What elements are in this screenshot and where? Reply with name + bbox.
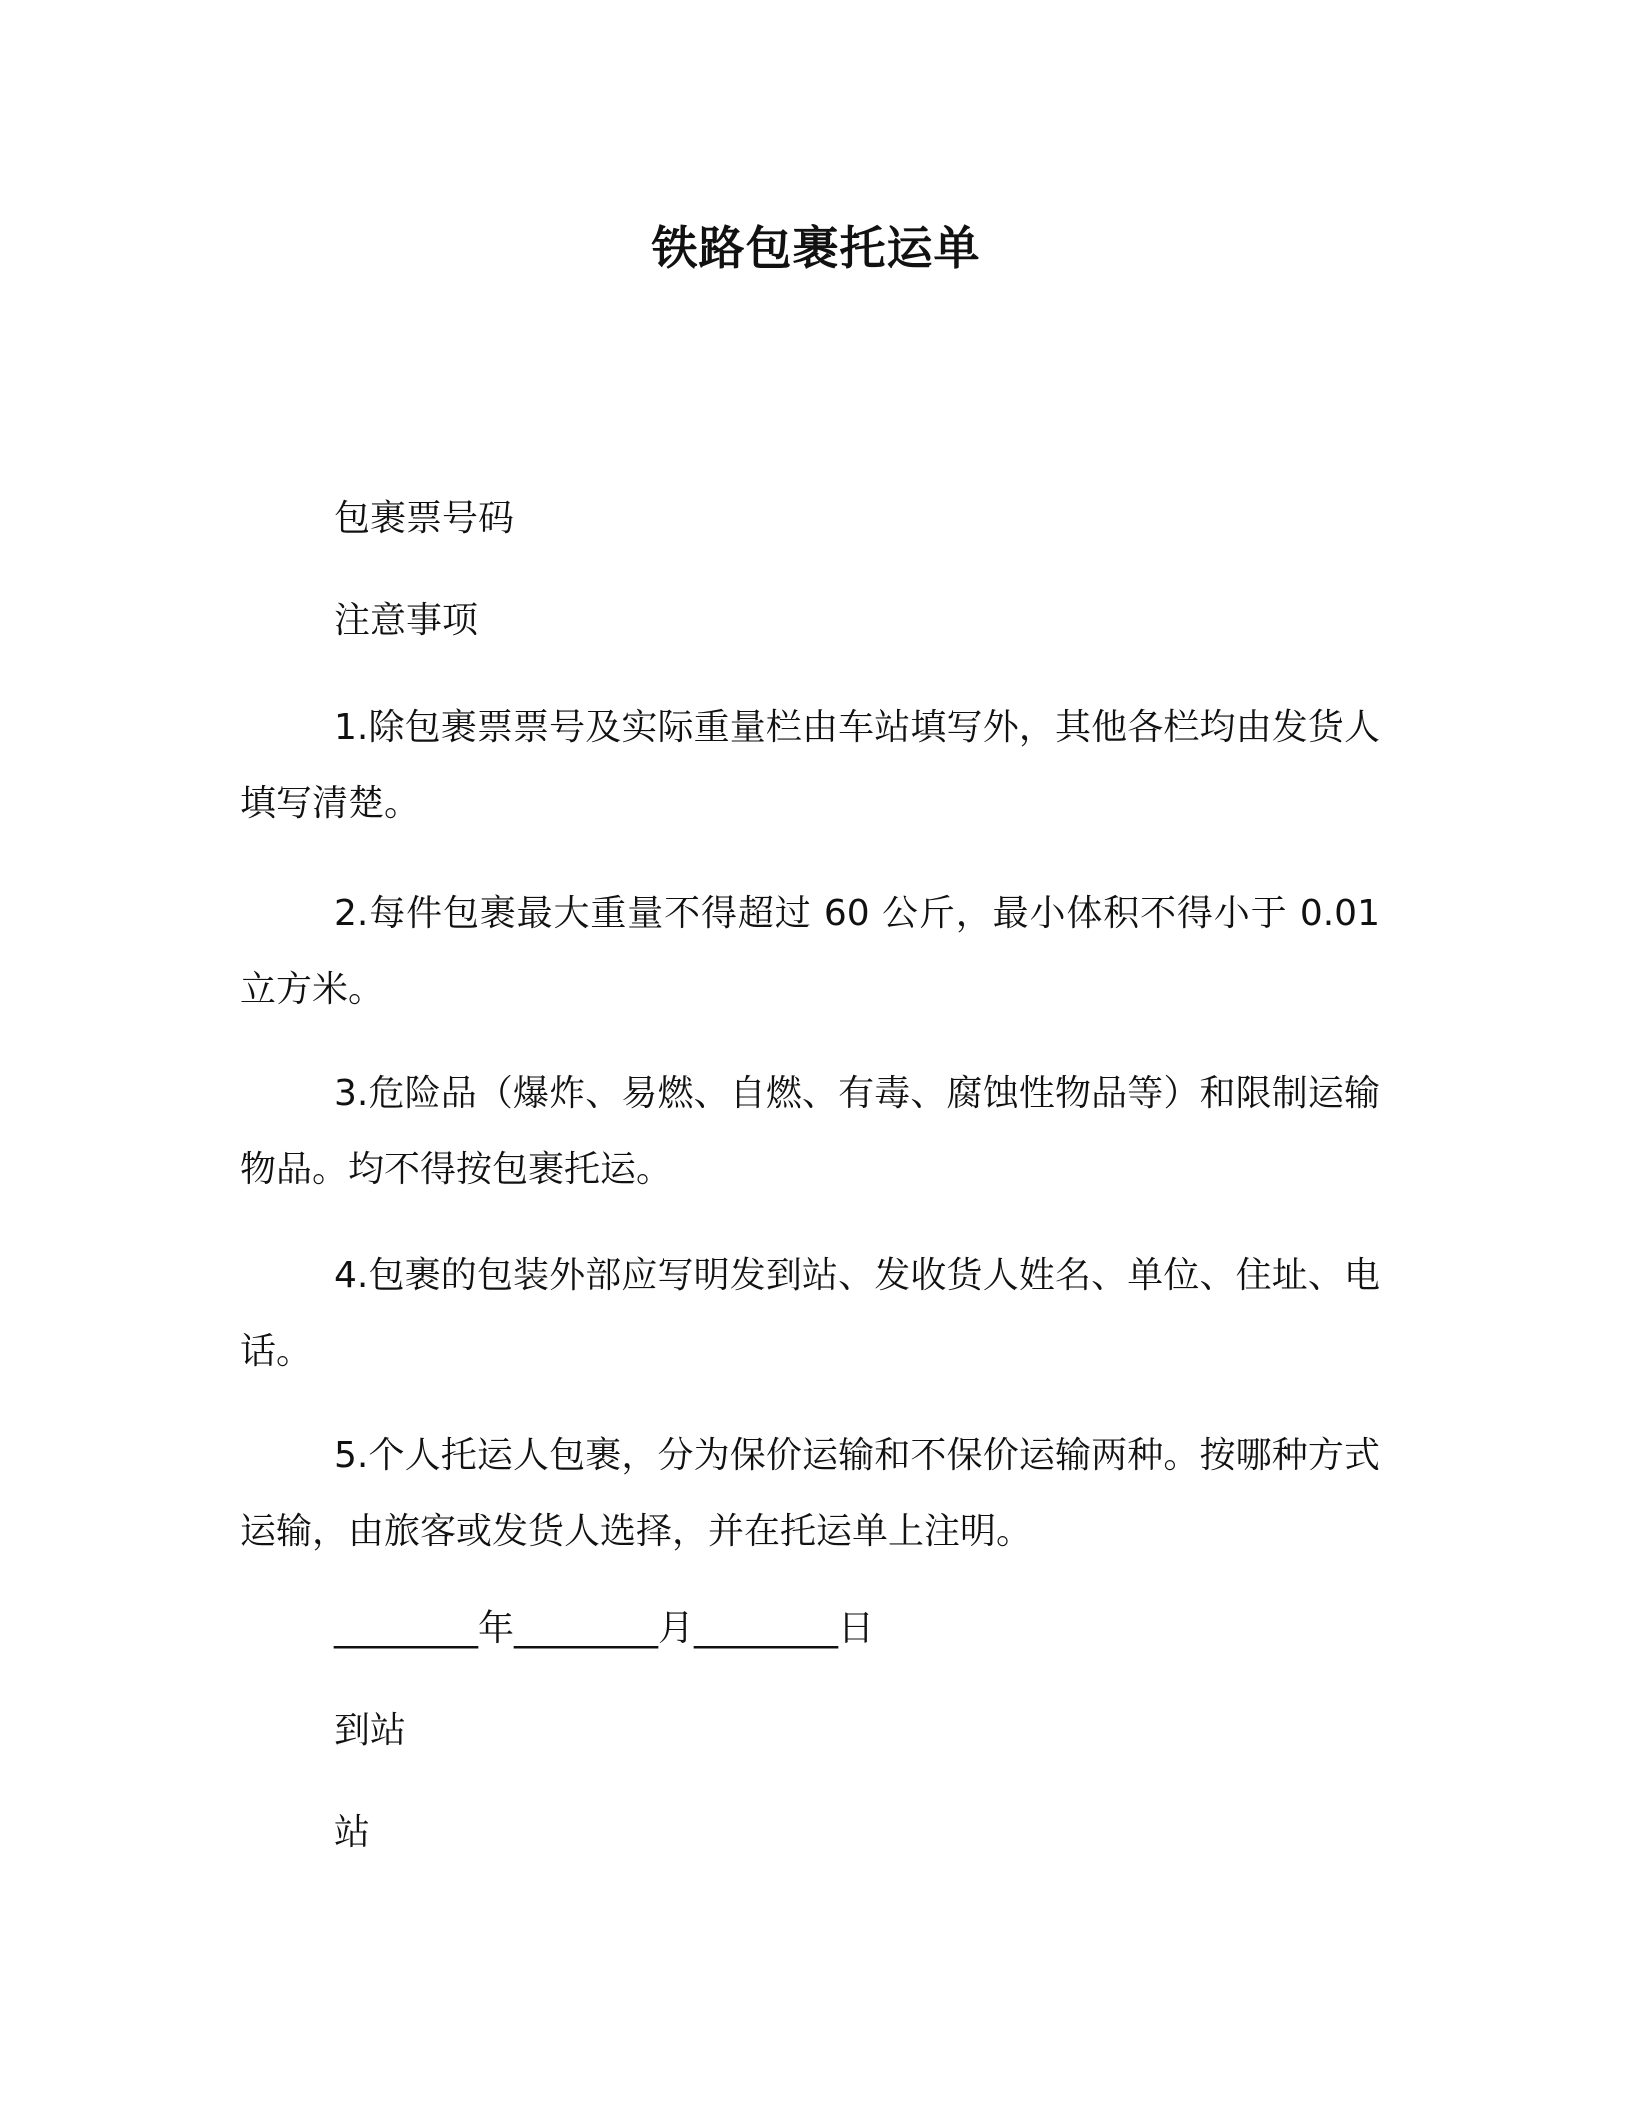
date-line: ________年________月________日 — [334, 1608, 874, 1649]
notice-heading: 注意事项 — [334, 600, 479, 641]
notice-item-2: 2.每件包裹最大重量不得超过 60 公斤，最小体积不得小于 0.01 立方米。 — [240, 893, 1380, 1010]
notice-item-4: 4.包裹的包装外部应写明发到站、发收货人姓名、单位、住址、电话。 — [240, 1255, 1380, 1372]
arrival-station-label: 到站 — [334, 1710, 407, 1751]
station-label: 站 — [334, 1812, 371, 1853]
ticket-number-label: 包裹票号码 — [334, 498, 515, 539]
notice-item-1: 1.除包裹票票号及实际重量栏由车站填写外，其他各栏均由发货人填写清楚。 — [240, 707, 1380, 824]
notice-item-5: 5.个人托运人包裹，分为保价运输和不保价运输两种。按哪种方式运输，由旅客或发货人选择，并在托运单上注明。 — [240, 1435, 1380, 1552]
document-title: 铁路包裹托运单 — [651, 221, 981, 275]
notice-item-3: 3.危险品（爆炸、易燃、自燃、有毒、腐蚀性物品等）和限制运输物品。均不得按包裹托运。 — [240, 1073, 1380, 1190]
